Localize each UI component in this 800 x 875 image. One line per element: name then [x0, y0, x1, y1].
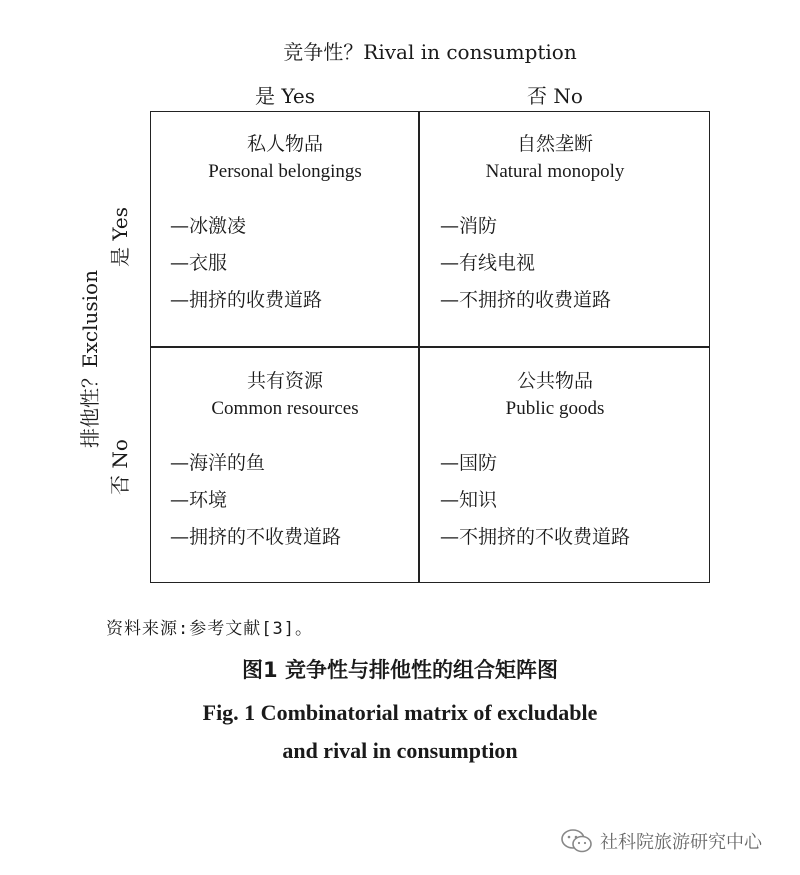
- cell-public-goods: [420, 367, 690, 556]
- cell-title-cn: 自然垄断: [516, 133, 593, 155]
- list-item: —知识: [440, 489, 498, 511]
- row-header-yes: 是 Yes: [108, 207, 132, 267]
- cell-example-list: [420, 208, 690, 319]
- rival-axis-title: 竞争性？Rival in consumption: [283, 40, 577, 64]
- list-item: —海洋的鱼: [170, 452, 266, 474]
- wechat-icon: [560, 828, 594, 854]
- list-item: —国防: [440, 452, 498, 474]
- row-header-no: 否 No: [108, 439, 132, 495]
- exclusion-axis-title: 排他性？Exclusion: [78, 270, 102, 448]
- cell-title-cn: 私人物品: [246, 133, 323, 155]
- list-item: —消防: [440, 215, 498, 237]
- list-item: —冰激凌: [170, 215, 247, 237]
- cell-natural-monopoly: [420, 130, 690, 319]
- figure-caption-en-line1: Fig. 1 Combinatorial matrix of excludable: [202, 700, 598, 725]
- cell-example-list: [150, 445, 420, 556]
- cell-private-goods: [150, 130, 420, 319]
- list-item: —不拥挤的收费道路: [440, 289, 612, 311]
- list-item: —拥挤的收费道路: [170, 289, 323, 311]
- figure-caption-cn: 图1 竞争性与排他性的组合矩阵图: [242, 658, 558, 682]
- matrix-horizontal-divider: [150, 346, 710, 348]
- source-note: 资料来源:参考文献[3]。: [106, 619, 313, 639]
- list-item: —环境: [170, 489, 228, 511]
- cell-title-en: Personal belongings: [208, 161, 362, 182]
- cell-common-resources: [150, 367, 420, 556]
- cell-title-en: Common resources: [211, 398, 359, 419]
- cell-title-en: Natural monopoly: [485, 161, 625, 182]
- watermark: [560, 828, 762, 854]
- cell-title-en: Public goods: [505, 398, 605, 419]
- list-item: —不拥挤的不收费道路: [440, 526, 631, 548]
- figure-caption-en-line2: and rival in consumption: [282, 738, 518, 763]
- cell-example-list: [150, 208, 420, 319]
- cell-title-cn: 公共物品: [516, 370, 593, 392]
- list-item: —有线电视: [440, 252, 536, 274]
- cell-title-cn: 共有资源: [246, 370, 323, 392]
- column-header-no: 否 No: [527, 84, 583, 108]
- column-header-yes: 是 Yes: [255, 84, 315, 108]
- cell-example-list: [420, 445, 690, 556]
- watermark-text: 社科院旅游研究中心: [600, 832, 762, 853]
- list-item: —拥挤的不收费道路: [170, 526, 342, 548]
- list-item: —衣服: [170, 252, 228, 274]
